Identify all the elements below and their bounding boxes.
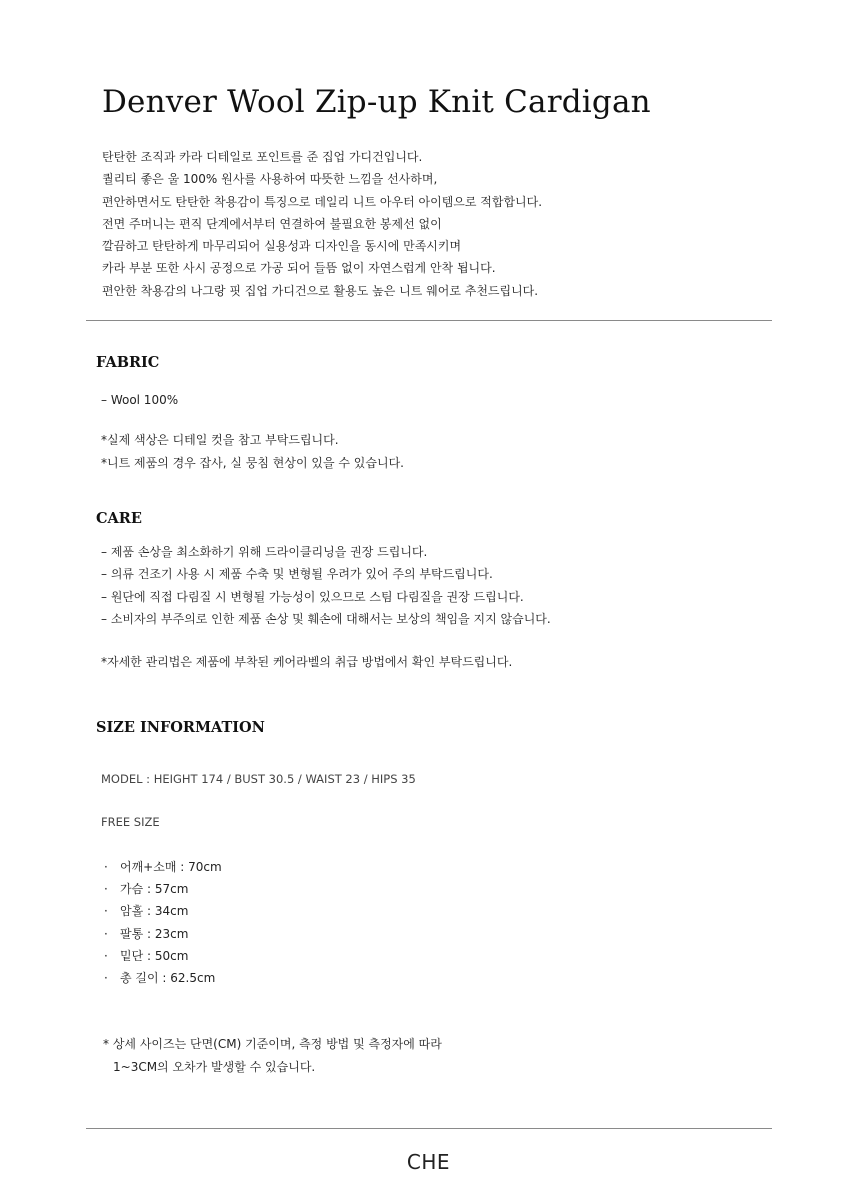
- fabric-note: *실제 색상은 디테일 컷을 참고 부탁드립니다.: [101, 433, 339, 447]
- size-item-text: 총 길이 : 62.5cm: [120, 971, 216, 986]
- size-item-text: 밑단 : 50cm: [120, 948, 189, 963]
- care-item: – 의류 건조기 사용 시 제품 수축 및 변형될 우려가 있어 주의 부탁드립니다.: [101, 567, 493, 582]
- description-line: 카라 부분 또한 사시 공정으로 가공 되어 들뜸 없이 자연스럽게 안착 됩니다.: [102, 261, 496, 276]
- size-note: [103, 1033, 442, 1078]
- description-line: 깔끔하고 탄탄하게 마무리되어 실용성과 디자인을 동시에 만족시키며: [102, 239, 462, 254]
- brand-logo: CHE: [406, 1150, 451, 1174]
- product-title: Denver Wool Zip-up Knit Cardigan: [102, 84, 651, 120]
- size-item: [104, 945, 222, 967]
- size-item: [104, 923, 222, 945]
- size-heading: SIZE INFORMATION: [96, 719, 265, 736]
- size-item: [104, 967, 222, 989]
- size-item-text: 암홀 : 34cm: [120, 904, 189, 919]
- size-item-text: 어깨+소매 : 70cm: [120, 860, 222, 874]
- size-note-line: * 상세 사이즈는 단면(CM) 기준이며, 측정 방법 및 측정자에 따라: [103, 1037, 442, 1051]
- description-line: 편안한 착용감의 나그랑 핏 집업 가디건으로 활용도 높은 니트 웨어로 추천드립니다.: [102, 283, 539, 298]
- bullet-icon: ·: [104, 904, 108, 919]
- bullet-icon: ·: [104, 860, 108, 874]
- care-item: – 제품 손상을 최소화하기 위해 드라이클리닝을 권장 드립니다.: [101, 545, 428, 559]
- bullet-icon: ·: [104, 971, 108, 986]
- size-item: [104, 878, 222, 900]
- care-heading: CARE: [96, 510, 142, 527]
- fabric-heading: FABRIC: [96, 354, 160, 371]
- size-item-text: 팔통 : 23cm: [120, 926, 189, 941]
- care-item: – 원단에 직접 다림질 시 변형될 가능성이 있으므로 스팀 다림질을 권장 드립니다.: [101, 589, 524, 604]
- fabric-material: – Wool 100%: [101, 393, 179, 407]
- free-size-label: FREE SIZE: [101, 815, 160, 829]
- care-item: – 소비자의 부주의로 인한 제품 손상 및 훼손에 대해서는 보상의 책임을 지지 않습니다.: [101, 611, 551, 626]
- size-item: [104, 856, 222, 878]
- care-list: [101, 541, 551, 630]
- bullet-icon: ·: [104, 926, 108, 941]
- size-measurement-list: [104, 856, 222, 989]
- product-description: [102, 146, 782, 302]
- fabric-note: *니트 제품의 경우 잡사, 실 뭉침 현상이 있을 수 있습니다.: [101, 456, 404, 470]
- description-line: 탄탄한 조직과 카라 디테일로 포인트를 준 집업 가디건입니다.: [102, 150, 423, 164]
- care-note: *자세한 관리법은 제품에 부착된 케어라벨의 취급 방법에서 확인 부탁드립니다.: [101, 655, 513, 669]
- description-line: 편안하면서도 탄탄한 착용감이 특징으로 데일리 니트 아우터 아이템으로 적합합니다.: [102, 194, 543, 209]
- size-item-text: 가슴 : 57cm: [120, 882, 189, 897]
- footer-divider: [86, 1128, 772, 1129]
- model-info: MODEL : HEIGHT 174 / BUST 30.5 / WAIST 23 / HIPS 35: [101, 772, 416, 786]
- bullet-icon: ·: [104, 948, 108, 963]
- bullet-icon: ·: [104, 882, 108, 897]
- description-line: 퀄리티 좋은 울 100% 원사를 사용하여 따뜻한 느낌을 선사하며,: [102, 172, 438, 187]
- section-divider: [86, 320, 772, 321]
- size-item: [104, 900, 222, 922]
- description-line: 전면 주머니는 편직 단계에서부터 연결하여 불필요한 봉제선 없이: [102, 216, 442, 231]
- size-note-line: 1~3CM의 오차가 발생할 수 있습니다.: [113, 1059, 316, 1074]
